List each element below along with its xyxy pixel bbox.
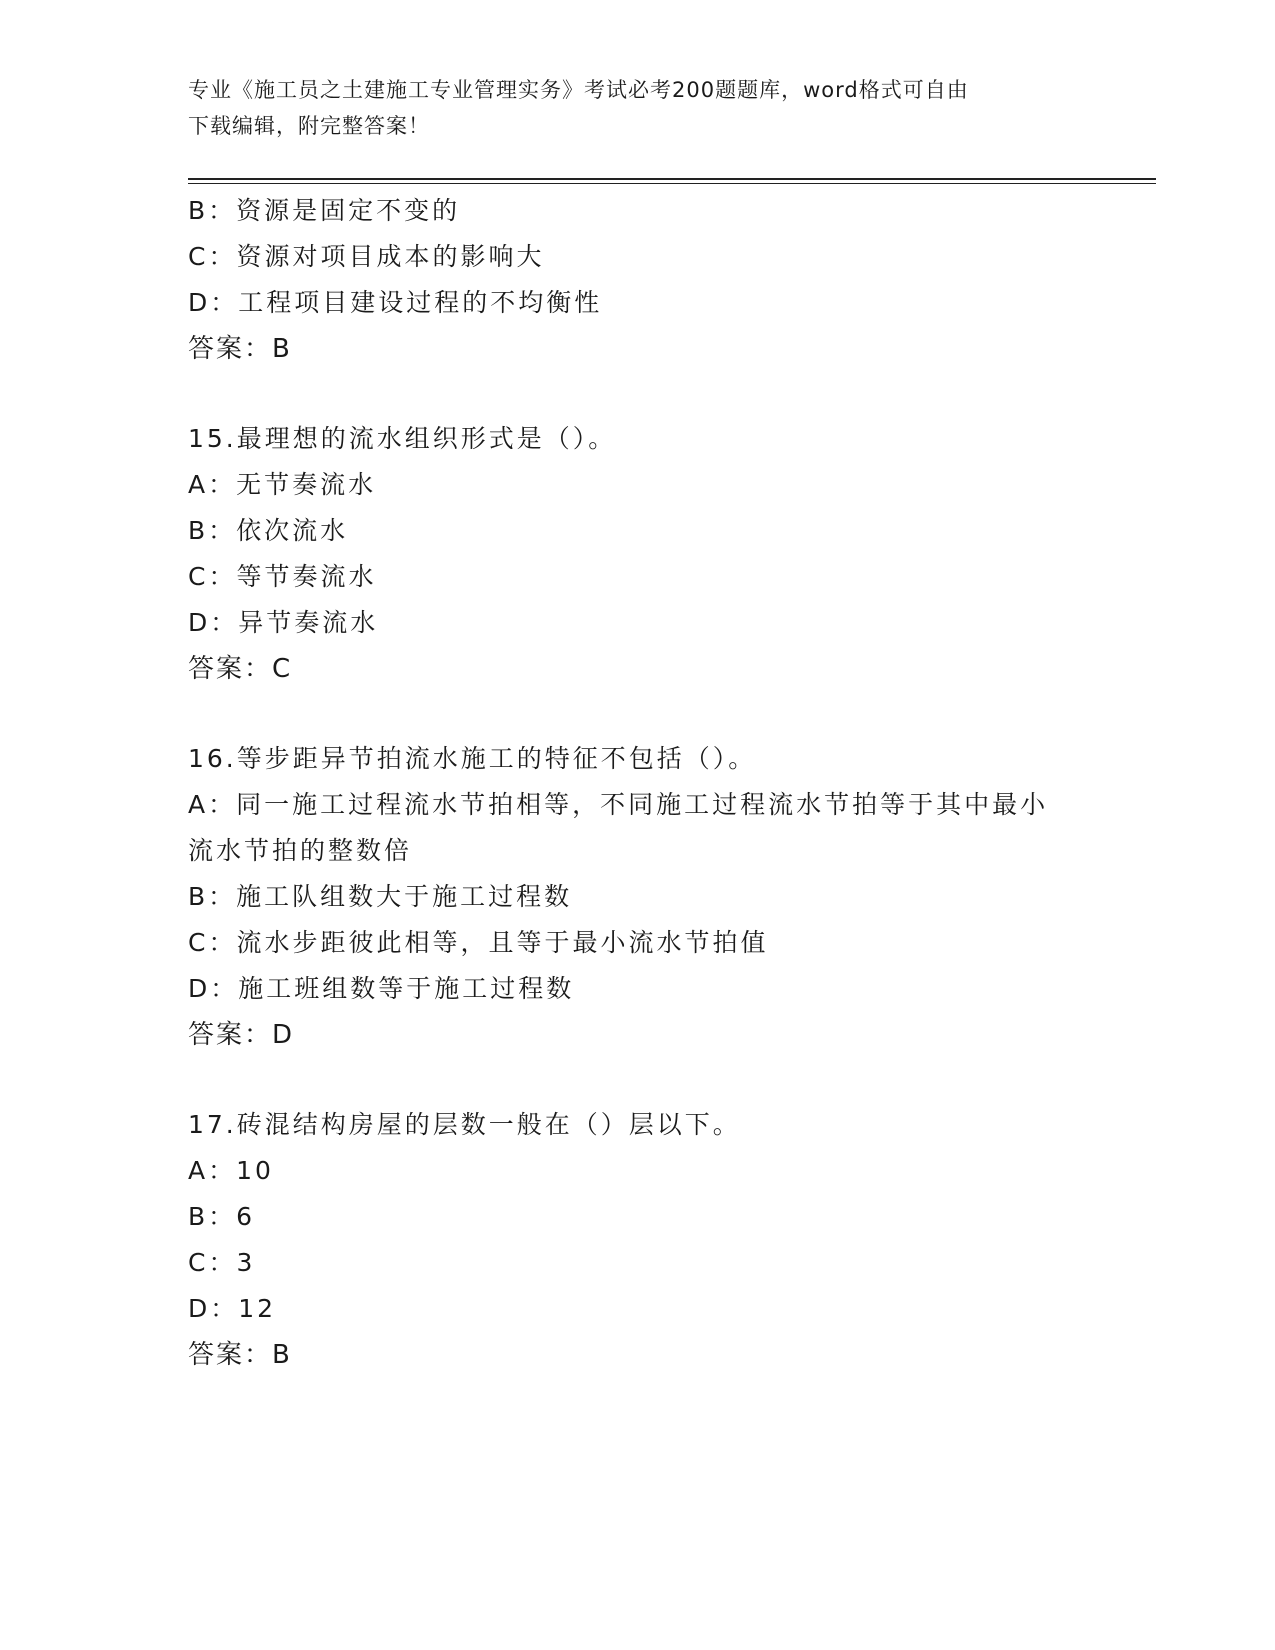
- question-stem: 17.砖混结构房屋的层数一般在（）层以下。: [188, 1110, 741, 1139]
- option-d: D：12: [188, 1294, 277, 1323]
- answer: 答案：D: [188, 1020, 295, 1050]
- document-header: [188, 72, 1068, 144]
- option-a-line-2: 流水节拍的整数倍: [188, 836, 413, 865]
- question-stem: 15.最理想的流水组织形式是（）。: [188, 424, 617, 453]
- option-b: B：施工队组数大于施工过程数: [188, 882, 573, 911]
- header-divider-thin: [188, 183, 1156, 184]
- option-a-line-1: A：同一施工过程流水节拍相等，不同施工过程流水节拍等于其中最小: [188, 790, 1049, 819]
- option-a: A：10: [188, 1156, 274, 1185]
- option-b: B：6: [188, 1202, 256, 1231]
- option-d: D：工程项目建设过程的不均衡性: [188, 288, 603, 317]
- header-line-2: 下载编辑，附完整答案！: [188, 114, 430, 138]
- option-c: C：等节奏流水: [188, 562, 377, 591]
- answer: 答案：B: [188, 1340, 292, 1370]
- question-list: [188, 188, 1088, 1378]
- option-c: C：流水步距彼此相等，且等于最小流水节拍值: [188, 928, 769, 957]
- answer: 答案：B: [188, 334, 292, 364]
- option-c: C：3: [188, 1248, 256, 1277]
- option-d: D：施工班组数等于施工过程数: [188, 974, 575, 1003]
- header-divider-thick: [188, 178, 1156, 180]
- option-b: B：依次流水: [188, 516, 349, 545]
- option-d: D：异节奏流水: [188, 608, 379, 637]
- option-b: B：资源是固定不变的: [188, 196, 461, 225]
- question-17: [188, 1102, 1088, 1378]
- option-c: C：资源对项目成本的影响大: [188, 242, 545, 271]
- question-16: [188, 736, 1088, 1058]
- question-stem: 16.等步距异节拍流水施工的特征不包括（）。: [188, 744, 757, 773]
- question-14-continued: [188, 188, 1088, 372]
- question-15: [188, 416, 1088, 692]
- option-a: A：无节奏流水: [188, 470, 377, 499]
- answer: 答案：C: [188, 654, 293, 684]
- header-line-1: 专业《施工员之土建施工专业管理实务》考试必考200题题库，word格式可自由: [188, 78, 969, 102]
